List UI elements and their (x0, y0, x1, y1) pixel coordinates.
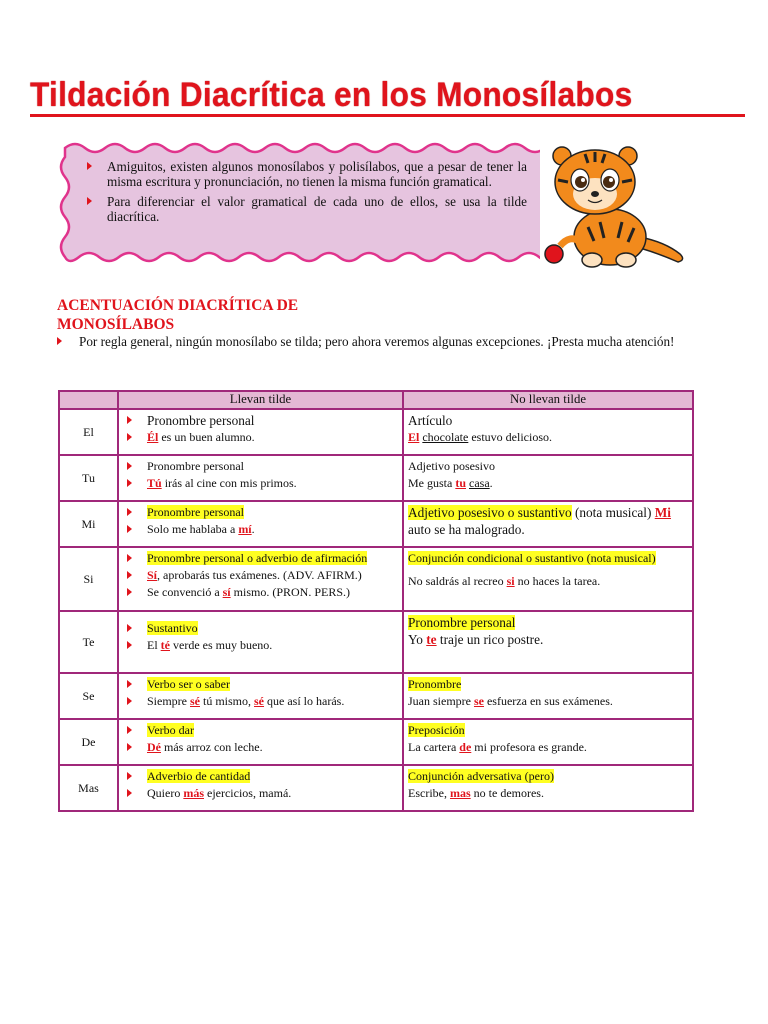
without-accent-cell: Artículo El chocolate estuvo delicioso. (403, 409, 693, 455)
red-arrow-bullet-icon (127, 772, 132, 780)
monosyllable-table (58, 390, 694, 812)
table-row (59, 765, 693, 811)
red-arrow-bullet-icon (127, 554, 132, 562)
without-accent-cell: Conjunción condicional o sustantivo (nota musical) No saldrás al recreo si no haces la tarea. (403, 547, 693, 611)
header-empty (59, 391, 118, 409)
without-accent-cell: Pronombre personal Yo te traje un rico postre. (403, 611, 693, 673)
without-accent-cell: Adjetivo posesivo Me gusta tu casa. (403, 455, 693, 501)
red-arrow-bullet-icon (127, 462, 132, 470)
red-arrow-bullet-icon (127, 508, 132, 516)
word-cell: Mi (59, 501, 118, 547)
word-cell: Se (59, 673, 118, 719)
red-arrow-bullet-icon (127, 680, 132, 688)
with-accent-cell: Sustantivo El té verde es muy bueno. (118, 611, 403, 673)
word-cell: Mas (59, 765, 118, 811)
with-accent-cell: Verbo ser o saber Siempre sé tú mismo, sé que así lo harás. (118, 673, 403, 719)
intro-bullet-2: Para diferenciar el valor gramatical de cada uno de ellos, se usa la tilde diacrítica. (87, 195, 527, 224)
with-accent-cell: Adverbio de cantidad Quiero más ejercicios, mamá. (118, 765, 403, 811)
red-arrow-bullet-icon (87, 197, 92, 205)
table-row (59, 719, 693, 765)
red-arrow-bullet-icon (127, 624, 132, 632)
with-accent-cell: Pronombre personal Él es un buen alumno. (118, 409, 403, 455)
with-accent-cell: Pronombre personal Solo me hablaba a mí. (118, 501, 403, 547)
table-row (59, 611, 693, 673)
without-accent-cell: Adjetivo posesivo o sustantivo (nota musical) Mi auto se ha malogrado. (403, 501, 693, 547)
word-cell: Tu (59, 455, 118, 501)
intro-bullet-1: Amiguitos, existen algunos monosílabos y polisílabos, que a pesar de tener la misma escritura y pronunciación, no tienen la misma función gramatical. (87, 160, 527, 189)
red-arrow-bullet-icon (127, 641, 132, 649)
header-llevan-tilde: Llevan tilde (118, 391, 403, 409)
red-arrow-bullet-icon (127, 743, 132, 751)
red-arrow-bullet-icon (87, 162, 92, 170)
table-row (59, 409, 693, 455)
table-header-row (59, 391, 693, 409)
red-arrow-bullet-icon (57, 337, 62, 345)
red-arrow-bullet-icon (127, 697, 132, 705)
with-accent-cell: Verbo dar Dé más arroz con leche. (118, 719, 403, 765)
without-accent-cell: Preposición La cartera de mi profesora es grande. (403, 719, 693, 765)
with-accent-cell: Pronombre personal o adverbio de afirmación Sí, aprobarás tus exámenes. (ADV. AFIRM.) Se convenció a sí mismo. (PRON. PERS.) (118, 547, 403, 611)
intro-list (87, 160, 527, 230)
page-title: Tildación Diacrítica en los Monosílabos (30, 76, 633, 114)
with-accent-cell: Pronombre personal Tú irás al cine con mis primos. (118, 455, 403, 501)
red-arrow-bullet-icon (127, 789, 132, 797)
red-arrow-bullet-icon (127, 588, 132, 596)
word-cell: Si (59, 547, 118, 611)
red-arrow-bullet-icon (127, 433, 132, 441)
red-arrow-bullet-icon (127, 726, 132, 734)
without-accent-cell: Conjunción adversativa (pero) Escribe, mas no te demores. (403, 765, 693, 811)
general-rule: Por regla general, ningún monosílabo se tilda; pero ahora veremos algunas excepciones. ¡Presta mucha atención! (57, 334, 693, 349)
table-row (59, 501, 693, 547)
table-row (59, 547, 693, 611)
word-cell: Te (59, 611, 118, 673)
without-accent-cell: Pronombre Juan siempre se esfuerza en sus exámenes. (403, 673, 693, 719)
table-row (59, 673, 693, 719)
table-row (59, 455, 693, 501)
word-cell: De (59, 719, 118, 765)
title-underline (30, 114, 745, 117)
red-arrow-bullet-icon (127, 416, 132, 424)
red-arrow-bullet-icon (127, 571, 132, 579)
header-no-llevan-tilde: No llevan tilde (403, 391, 693, 409)
section-heading: ACENTUACIÓN DIACRÍTICA DE MONOSÍLABOS (57, 297, 299, 333)
tiger-cub-illustration (540, 142, 688, 270)
red-arrow-bullet-icon (127, 479, 132, 487)
word-cell: El (59, 409, 118, 455)
red-arrow-bullet-icon (127, 525, 132, 533)
